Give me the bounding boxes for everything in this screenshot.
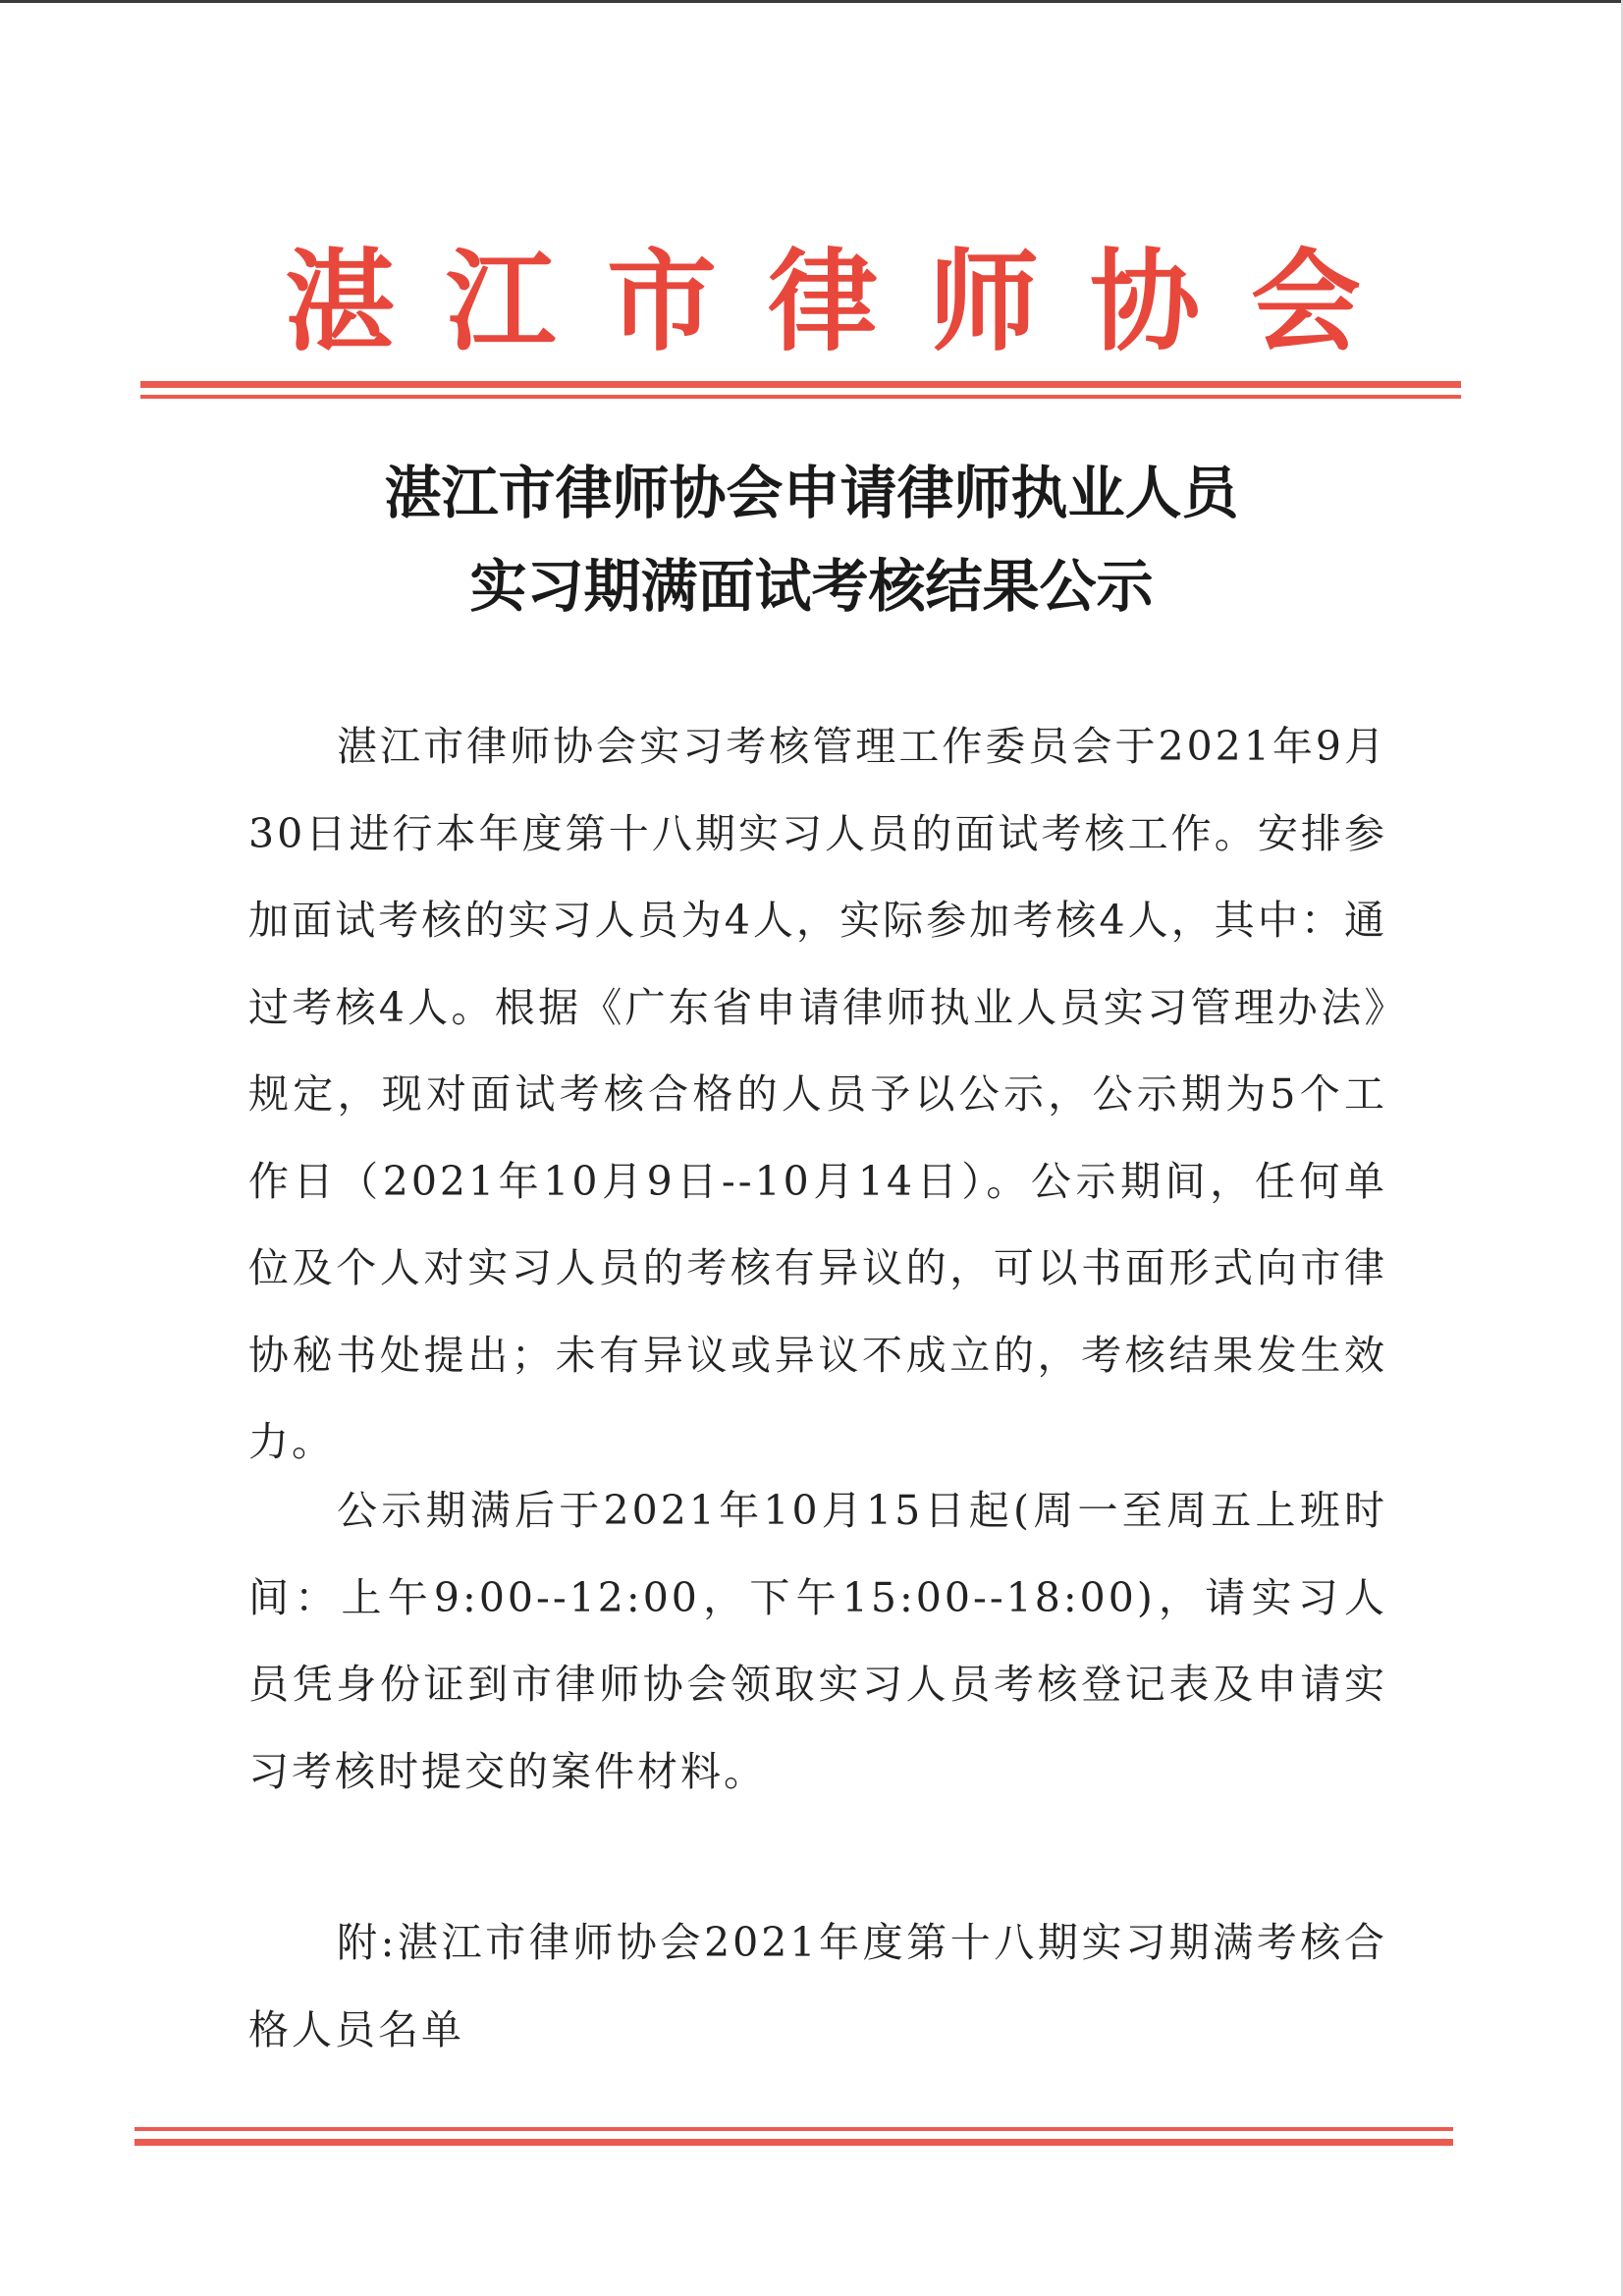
scan-top-edge bbox=[0, 0, 1623, 3]
letterhead-rule-thick bbox=[140, 381, 1461, 388]
paragraph-text: 湛江市律师协会实习考核管理工作委员会于2021年9月30日进行本年度第十八期实习人员的面试考核工作。安排参加面试考核的实习人员为4人，实际参加考核4人，其中：通过考核4人。根据《广东省申请律师执业人员实习管理办法》规定，现对面试考核合格的人员予以公示，公示期为5个工作日（2021年10月9日--10月14日）。公示期间，任何单位及个人对实习人员的考核有异议的，可以书面形式向市律协秘书处提出；未有异议或异议不成立的，考核结果发生效力。 bbox=[248, 723, 1387, 1465]
letterhead-org-name: 湛江市律师协会 bbox=[285, 239, 1412, 366]
body-paragraph-1 bbox=[248, 703, 1387, 1486]
attachment-note bbox=[248, 1899, 1387, 2073]
footer-rule-thick bbox=[135, 2139, 1453, 2146]
paragraph-text: 附:湛江市律师协会2021年度第十八期实习期满考核合格人员名单 bbox=[248, 1919, 1387, 2053]
document-title-line-1: 湛江市律师协会申请律师执业人员 bbox=[384, 460, 1239, 526]
letterhead-rule-thin bbox=[140, 395, 1461, 399]
footer-rule-thin bbox=[135, 2127, 1453, 2131]
body-paragraph-2 bbox=[248, 1467, 1387, 1815]
document-title-line-2: 实习期满面试考核结果公示 bbox=[469, 553, 1154, 620]
paragraph-text: 公示期满后于2021年10月15日起(周一至周五上班时间：上午9:00--12:00，下午15:00--18:00)，请实习人员凭身份证到市律师协会领取实习人员考核登记表及申请实习考核时提交的案件材料。 bbox=[248, 1487, 1387, 1795]
